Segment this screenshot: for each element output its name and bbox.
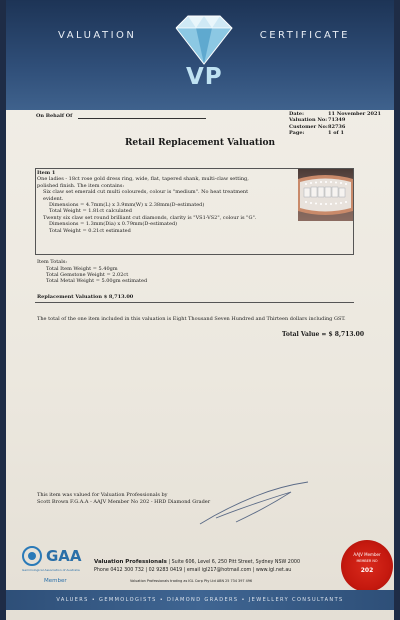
vp-logo-text: VP [186,64,223,90]
item-line: Total Weight = 0.21ct estimated [49,227,131,234]
valued-for-text: This item was valued for Valuation Professionals by [37,492,168,498]
header-left-word: VALUATION [58,30,137,41]
on-behalf-of-label: On Behalf Of [36,113,73,119]
item-total-line: Total Gemstone Weight = 2.02ct [46,271,129,278]
item-line: Dimensions = 4.7mm(L) x 3.9mm(W) x 2.38mm(D-estimated) [49,202,205,209]
footer-bar: VALUERS • GEMMOLOGISTS • DIAMOND GRADERS • JEWELLERY CONSULTANTS [6,590,394,610]
meta-key: Page: [289,130,305,137]
item-line: polished finish. The item contains: [37,182,125,189]
signature [196,478,316,528]
item-heading: Item 1 [37,170,56,176]
header-right-word: CERTIFICATE [259,30,350,41]
contact-phone-line: Phone 0412 300 732 | 02 9283 0419 | email igl217@hotmail.com | www.igl.net.au [94,568,292,573]
gaa-logo-text: GAA [46,547,82,565]
meta-block [289,111,388,137]
document-title: Retail Replacement Valuation [124,138,276,148]
ring-image-icon [298,169,353,221]
certificate-header [6,0,394,110]
contact-company: Valuation Professionals [94,559,167,565]
total-value: Total Value = $ 8,713.00 [282,331,364,338]
diamond-logo-icon [172,14,236,66]
gaa-subtitle: Gemmological Association of Australia [22,568,80,572]
item-line: One ladies - 18ct rose gold dress ring, wide, flat, tapered shank, multi-claw setting, [37,176,249,183]
replacement-divider [35,302,354,303]
meta-value: 11 November 2021 [328,111,381,117]
item-line: Twenty six claw set round brilliant cut diamonds, clarity is "VS1-VS2", colour is "G". [43,214,257,221]
meta-key: Valuation No: [289,117,328,124]
contact-block [94,558,300,575]
item-totals-label: Item Totals: [37,259,68,265]
meta-key: Date: [289,111,304,117]
meta-key: Customer No: [289,123,328,130]
item-line: Six claw set emerald cut multi coloureds, colour is "medium". No heat treatment [43,189,249,196]
on-behalf-of-line [78,118,206,119]
total-in-words: The total of the one item included in this valuation is Eight Thousand Seven Hundred and Thirteen dollars including GST. [37,316,346,322]
contact-address: | Suite 606, Level 6, 250 Pitt Street, Sydney NSW 2000 [168,560,300,565]
item-line: evident. [43,195,64,202]
meta-value: 82736 [328,123,346,130]
meta-value: 1 of 1 [328,130,344,137]
item-line: Total Weight = 1.81ct calculated [49,208,132,215]
seal-top-text: AAJV Member [353,552,381,557]
gaa-member-label: Member [44,578,67,584]
item-total-line: Total Metal Weight = 5.00gm estimated [46,278,148,285]
item-totals [46,266,147,285]
ring-photo [298,169,353,221]
signer-name: Scott Brown F.G.A.A - AAJV Member No 202 - HRD Diamond Grader [37,499,211,505]
aajv-seal [341,540,393,592]
replacement-valuation: Replacement Valuation $ 8,713.00 [37,294,134,300]
contact-trading-name: Valuation Professionals trading as IGL Corp Pty Ltd ABN 25 734 397 496 [130,579,253,583]
item-line: Dimensions = 1.3mm(Dia) x 0.79mm(D-estimated) [49,221,178,228]
meta-value: 71349 [328,117,346,124]
item-description [37,170,297,234]
seal-mid-text: MEMBER NO [356,559,378,563]
item-total-line: Total Item Weight = 5.40gm [46,265,118,272]
meta-row-page [289,130,388,136]
contact-line-1 [94,558,300,567]
seal-number: 202 [360,567,374,574]
gaa-emblem-icon [22,546,42,566]
